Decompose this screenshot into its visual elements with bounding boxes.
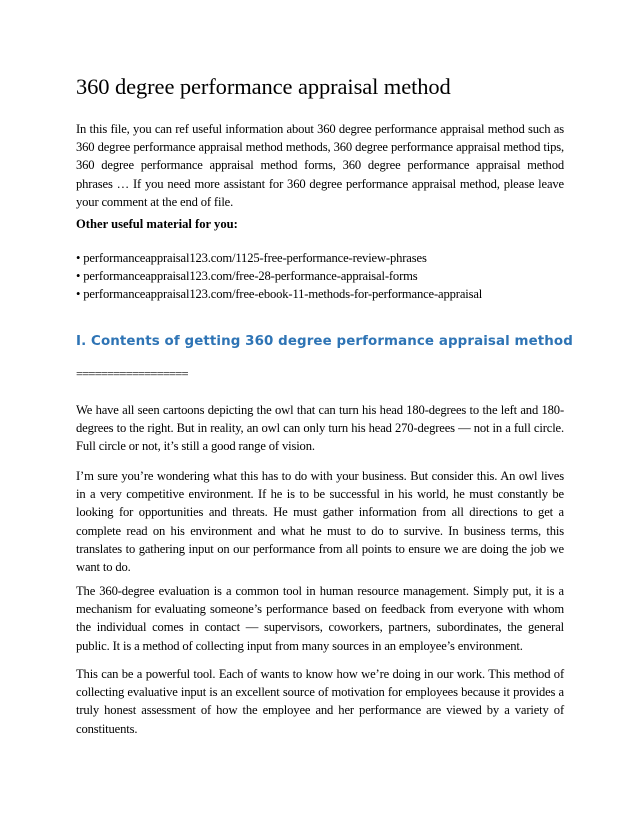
useful-link[interactable]: • performanceappraisal123.com/free-ebook-11-methods-for-performance-appraisal [76, 285, 482, 303]
separator-line: ================== [76, 367, 188, 381]
useful-link[interactable]: • performanceappraisal123.com/1125-free-performance-review-phrases [76, 249, 482, 267]
useful-material-heading: Other useful material for you: [76, 217, 238, 231]
body-paragraph: The 360-degree evaluation is a common tool in human resource management. Simply put, it is a mechanism for evaluating someone’s performance based on feedback from everyone with whom the individual comes in contact — supervisors, coworkers, partners, subordinates, the general public. It is a method of collecting input from many sources in an employee’s environment. [76, 584, 564, 653]
body-paragraph: We have all seen cartoons depicting the owl that can turn his head 180-degrees to the left and 180-degrees to the right. But in reality, an owl can only turn his head 270-degrees — not in a full circle. Full circle or not, it’s still a good range of vision. [76, 403, 564, 454]
section-heading: I. Contents of getting 360 degree performance appraisal method [76, 334, 573, 349]
intro-paragraph: In this file, you can ref useful information about 360 degree performance appraisal method such as 360 degree performance appraisal method methods, 360 degree performance appraisal method tips, 360 degree performance appraisal method forms, 360 degree performance appraisal method phrases … If you need more assistant for 360 degree performance appraisal method, please leave your comment at the end of file. [76, 122, 564, 209]
body-paragraph: I’m sure you’re wondering what this has to do with your business. But consider this. An owl lives in a very competitive environment. If he is to be successful in his world, he must constantly be looking for opportunities and threats. He must gather information from all directions to get a complete read on his environment and what he must to do to survive. In business terms, this translates to gathering input on our performance from all points to ensure we are doing the job we want to do. [76, 469, 564, 575]
useful-links-list [76, 249, 482, 304]
body-paragraph: This can be a powerful tool. Each of wants to know how we’re doing in our work. This method of collecting evaluative input is an excellent source of motivation for employees because it provides a truly honest assessment of how the employee and her performance are viewed by a variety of constituents. [76, 667, 564, 736]
useful-link[interactable]: • performanceappraisal123.com/free-28-performance-appraisal-forms [76, 267, 482, 285]
document-title: 360 degree performance appraisal method [76, 74, 451, 99]
